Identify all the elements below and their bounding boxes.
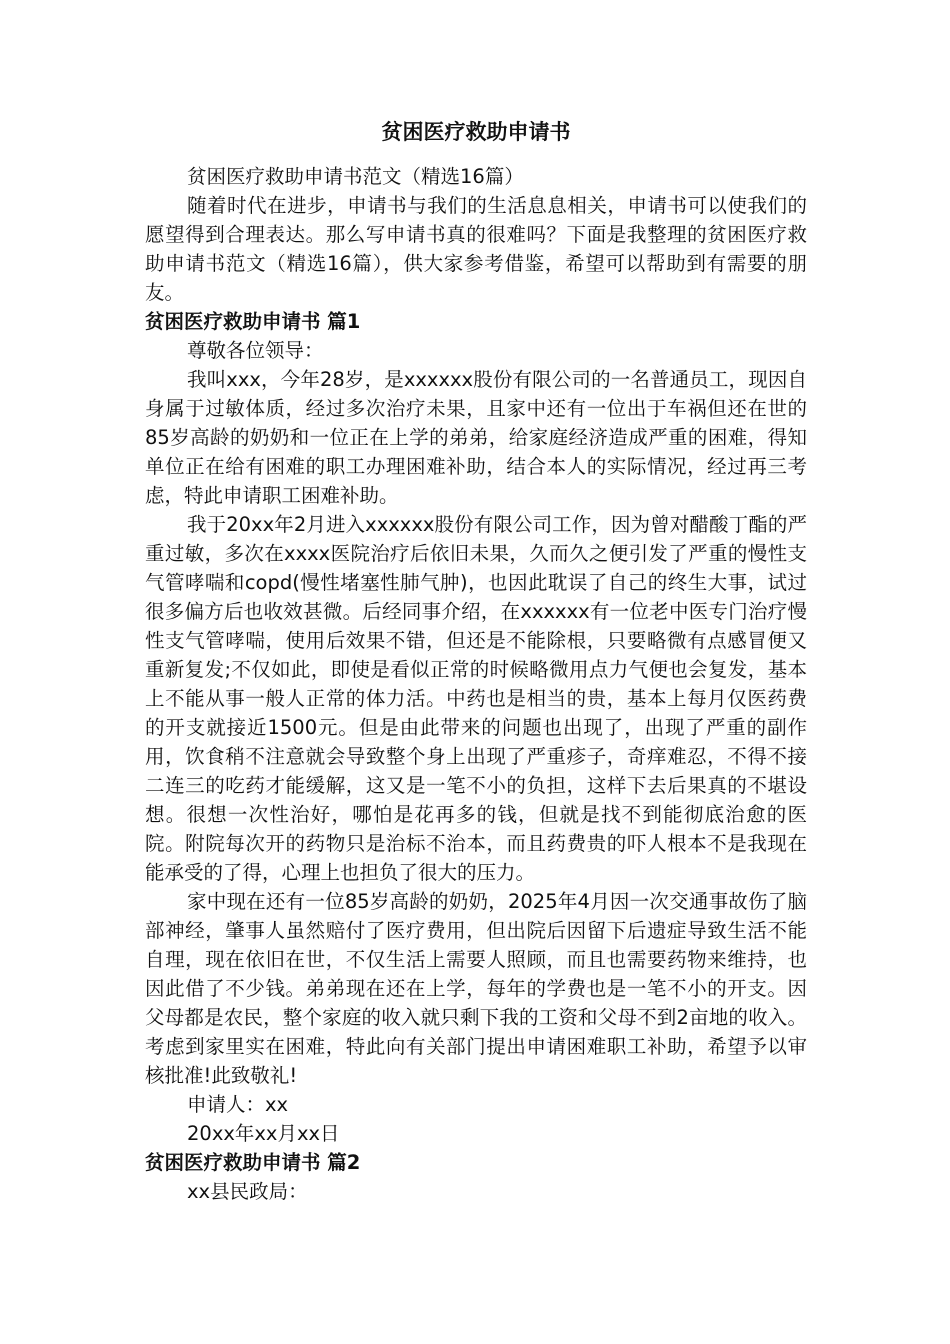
body-paragraph: 家中现在还有一位85岁高龄的奶奶，2025年4月因一次交通事故伤了脑部神经，肇事人虽然赔付了医疗费用，但出院后因留下后遗症导致生活不能自理，现在依旧在世，不仅生活上需要人照顾，而且也需要药物来维持，也因此借了不少钱。弟弟现在还在上学，每年的学费也是一笔不小的开支。因父母都是农民，整个家庭的收入就只剩下我的工资和父母不到2亩地的收入。考虑到家里实在困难，特此向有关部门提出申请困难职工补助，希望予以审核批准!此致敬礼! [145, 890, 807, 1087]
date-line: 20xx年xx月xx日 [187, 1122, 340, 1145]
section-heading: 贫困医疗救助申请书 篇2 [145, 1151, 361, 1174]
document-page [145, 112, 807, 1206]
body-paragraph: 我于20xx年2月进入xxxxxx股份有限公司工作，因为曾对醋酸丁酯的严重过敏，多次在xxxx医院治疗后依旧未果，久而久之便引发了严重的慢性支气管哮喘和copd(慢性堵塞性肺气肿)，也因此耽误了自己的终生大事，试过很多偏方后也收效甚微。后经同事介绍，在xxxxxx有一位老中医专门治疗慢性支气管哮喘，使用后效果不错，但还是不能除根，只要略微有点感冒便又重新复发;不仅如此，即使是看似正常的时候略微用点力气便也会复发，基本上不能从事一般人正常的体力活。中药也是相当的贵，基本上每月仅医药费的开支就接近1500元。但是由此带来的问题也出现了，出现了严重的副作用，饮食稍不注意就会导致整个身上出现了严重疹子，奇痒难忍，不得不接二连三的吃药才能缓解，这又是一笔不小的负担，这样下去后果真的不堪设想。很想一次性治好，哪怕是花再多的钱，但就是找不到能彻底治愈的医院。附院每次开的药物只是治标不治本，而且药费贵的吓人根本不是我现在能承受的了得，心理上也担负了很大的压力。 [145, 513, 807, 884]
signer-line: 申请人：xx [187, 1093, 289, 1116]
salutation: xx县民政局： [187, 1180, 308, 1203]
section-heading: 贫困医疗救助申请书 篇1 [145, 310, 361, 333]
document-subtitle: 贫困医疗救助申请书范文（精选16篇） [187, 165, 524, 188]
salutation: 尊敬各位领导： [187, 339, 324, 362]
intro-paragraph: 随着时代在进步，申请书与我们的生活息息相关，申请书可以使我们的愿望得到合理表达。那么写申请书真的很难吗？下面是我整理的贫困医疗救助申请书范文（精选16篇），供大家参考借鉴，希望可以帮助到有需要的朋友。 [145, 194, 807, 304]
body-paragraph: 我叫xxx，今年28岁，是xxxxxx股份有限公司的一名普通员工，现因自身属于过敏体质，经过多次治疗未果，且家中还有一位出于车祸但还在世的85岁高龄的奶奶和一位正在上学的弟弟，给家庭经济造成严重的困难，得知单位正在给有困难的职工办理困难补助，结合本人的实际情况，经过再三考虑，特此申请职工困难补助。 [145, 368, 807, 507]
document-title: 贫困医疗救助申请书 [381, 120, 571, 144]
